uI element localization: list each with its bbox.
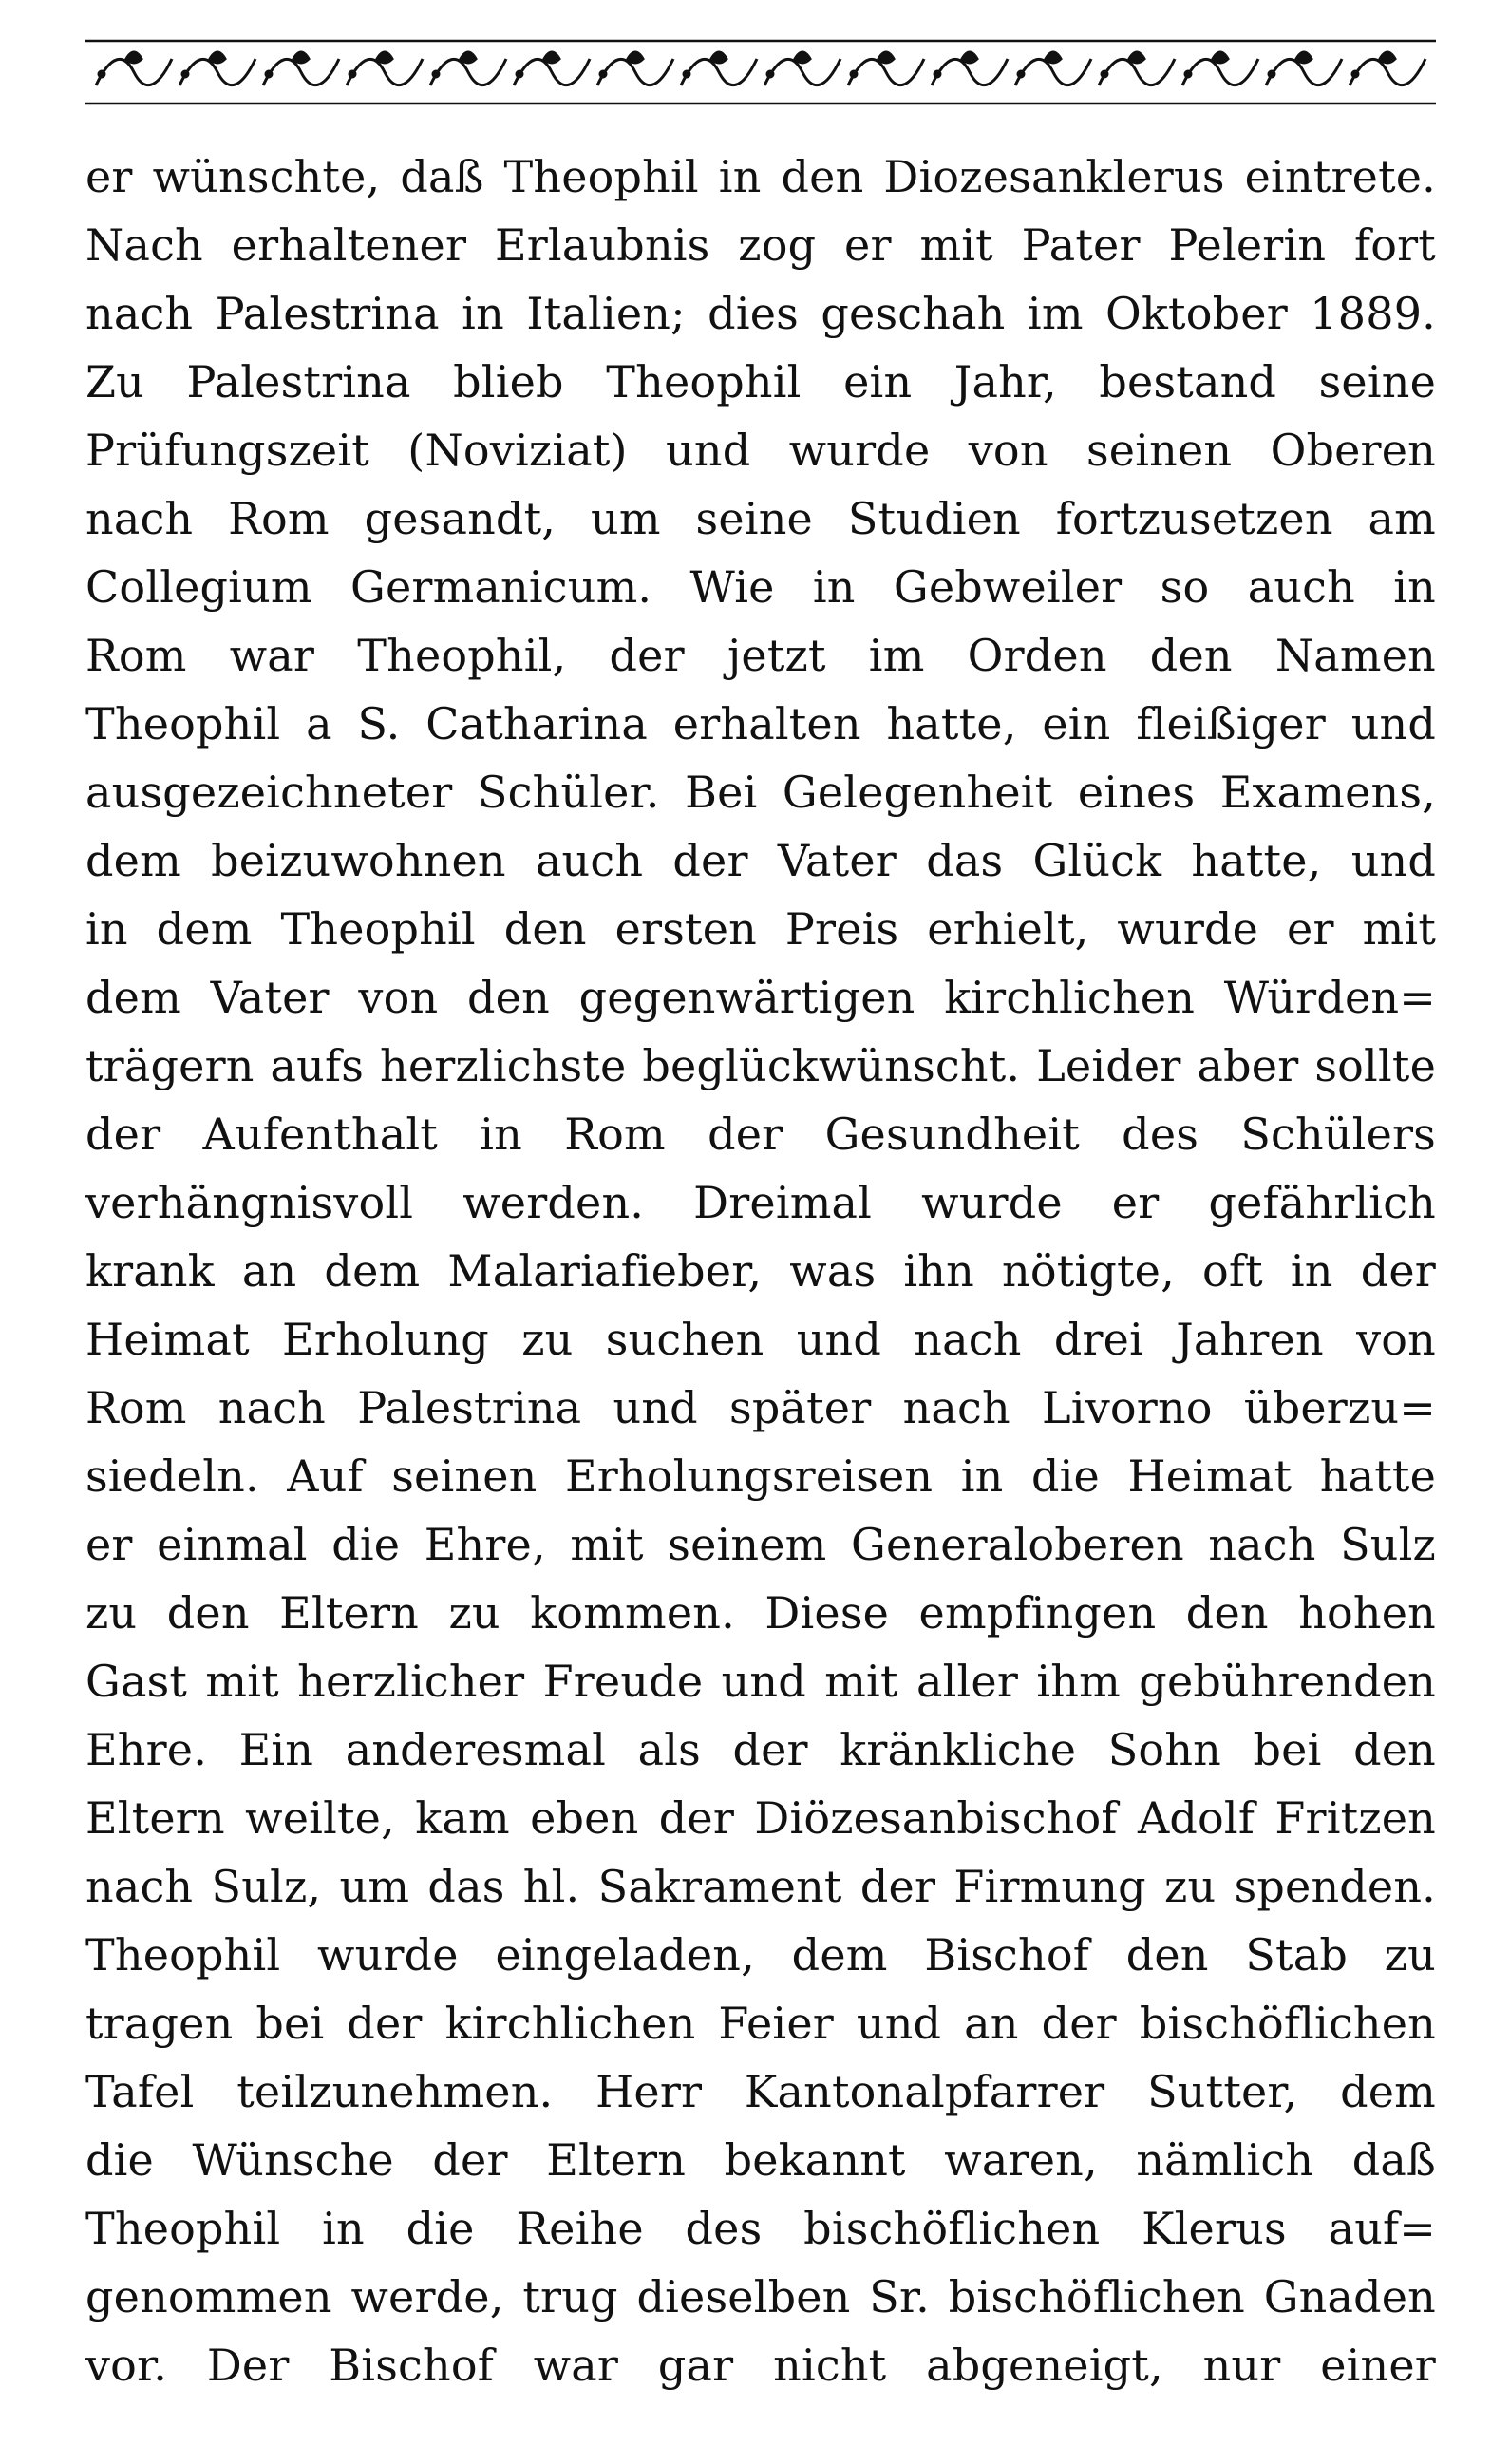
ornament-bud	[1213, 52, 1228, 63]
body-text	[85, 142, 1436, 2399]
text-line: Gast mit herzlicher Freude und mit aller ihm gebührenden	[85, 1656, 1436, 1707]
text-line: Tafel teilzunehmen. Herr Kantonalpfarrer Sutter, dem	[85, 2066, 1436, 2117]
ornament-dot	[99, 71, 104, 77]
text-line: krank an dem Malariafieber, was ihn nötigte, oft in der	[85, 1245, 1436, 1297]
text-line: nach Sulz, um das hl. Sakrament der Firmung zu spenden.	[85, 1861, 1436, 1912]
ornament-dot	[433, 71, 439, 77]
text-line: Theophil wurde eingeladen, dem Bischof den Stab zu	[85, 1929, 1436, 1981]
ornament-bud	[126, 52, 142, 63]
ornament-dot	[684, 71, 689, 77]
text-line: trägern aufs herzlichste beglückwünscht. Leider aber sollte	[85, 1040, 1436, 1091]
ornament-bud	[210, 52, 225, 63]
ornament-dot	[1269, 71, 1274, 77]
ornament-dot	[851, 71, 857, 77]
ornament-dot	[934, 71, 940, 77]
text-line: er wünschte, daß Theophil in den Diozesanklerus eintrete.	[85, 151, 1436, 202]
text-line: Nach erhaltener Erlaubnis zog er mit Pater Pelerin fort	[85, 219, 1436, 271]
ornament-dot	[349, 71, 355, 77]
ornament-border-graphic	[85, 36, 1436, 108]
ornament-bud	[1046, 52, 1061, 63]
ornament-dot	[182, 71, 188, 77]
ornament-dot	[1352, 71, 1358, 77]
ornament-bud	[1296, 52, 1312, 63]
text-line: Zu Palestrina blieb Theophil ein Jahr, bestand seine	[85, 356, 1436, 408]
text-line: ausgezeichneter Schüler. Bei Gelegenheit eines Examens,	[85, 767, 1436, 818]
ornament-bud	[461, 52, 476, 63]
ornament-bud	[377, 52, 392, 63]
ornament-dot	[1185, 71, 1191, 77]
text-line: er einmal die Ehre, mit seinem Generaloberen nach Sulz	[85, 1519, 1436, 1570]
ornament-bud	[711, 52, 727, 63]
ornament-bud	[544, 52, 559, 63]
text-line: Rom war Theophil, der jetzt im Orden den Namen	[85, 630, 1436, 681]
text-line: verhängnisvoll werden. Dreimal wurde er gefährlich	[85, 1177, 1436, 1228]
text-line: Collegium Germanicum. Wie in Gebweiler so auch in	[85, 561, 1436, 613]
text-line: Theophil in die Reihe des bischöflichen Klerus auf=	[85, 2203, 1436, 2254]
ornament-dot	[266, 71, 272, 77]
ornament-bud	[878, 52, 894, 63]
text-line: dem beizuwohnen auch der Vater das Glück hatte, und	[85, 835, 1436, 886]
text-line: Rom nach Palestrina und später nach Livorno überzu=	[85, 1382, 1436, 1433]
text-line: Heimat Erholung zu suchen und nach drei Jahren von	[85, 1314, 1436, 1365]
ornament-dot	[1102, 71, 1107, 77]
ornament-dot	[1018, 71, 1024, 77]
ornament-bud	[1129, 52, 1144, 63]
text-line: Prüfungszeit (Noviziat) und wurde von seinen Oberen	[85, 425, 1436, 476]
ornament-dot	[600, 71, 606, 77]
text-line: in dem Theophil den ersten Preis erhielt, wurde er mit	[85, 903, 1436, 955]
text-line: nach Rom gesandt, um seine Studien fortzusetzen am	[85, 493, 1436, 544]
ornament-bud	[962, 52, 977, 63]
text-line: zu den Eltern zu kommen. Diese empfingen den hohen	[85, 1587, 1436, 1639]
text-line: der Aufenthalt in Rom der Gesundheit des Schülers	[85, 1109, 1436, 1160]
ornament-bud	[628, 52, 643, 63]
text-line: tragen bei der kirchlichen Feier und an der bischöflichen	[85, 1998, 1436, 2049]
text-line: Eltern weilte, kam eben der Diözesanbischof Adolf Fritzen	[85, 1792, 1436, 1844]
ornament-bud	[1380, 52, 1395, 63]
ornament-dot	[767, 71, 773, 77]
text-line: nach Palestrina in Italien; dies geschah im Oktober 1889.	[85, 288, 1436, 339]
text-line: Theophil a S. Catharina erhalten hatte, ein fleißiger und	[85, 698, 1436, 749]
ornament-bud	[293, 52, 309, 63]
ornament-bud	[795, 52, 810, 63]
text-line: genommen werde, trug dieselben Sr. bischöflichen Gnaden	[85, 2271, 1436, 2322]
text-line: vor. Der Bischof war gar nicht abgeneigt, nur einer	[85, 2340, 1436, 2391]
text-line: dem Vater von den gegenwärtigen kirchlichen Würden=	[85, 972, 1436, 1023]
text-line: Ehre. Ein anderesmal als der kränkliche Sohn bei den	[85, 1724, 1436, 1775]
text-line: siedeln. Auf seinen Erholungsreisen in die Heimat hatte	[85, 1450, 1436, 1502]
decorative-header-border	[85, 36, 1436, 108]
ornament-dot	[517, 71, 522, 77]
text-line: die Wünsche der Eltern bekannt waren, nämlich daß	[85, 2134, 1436, 2186]
